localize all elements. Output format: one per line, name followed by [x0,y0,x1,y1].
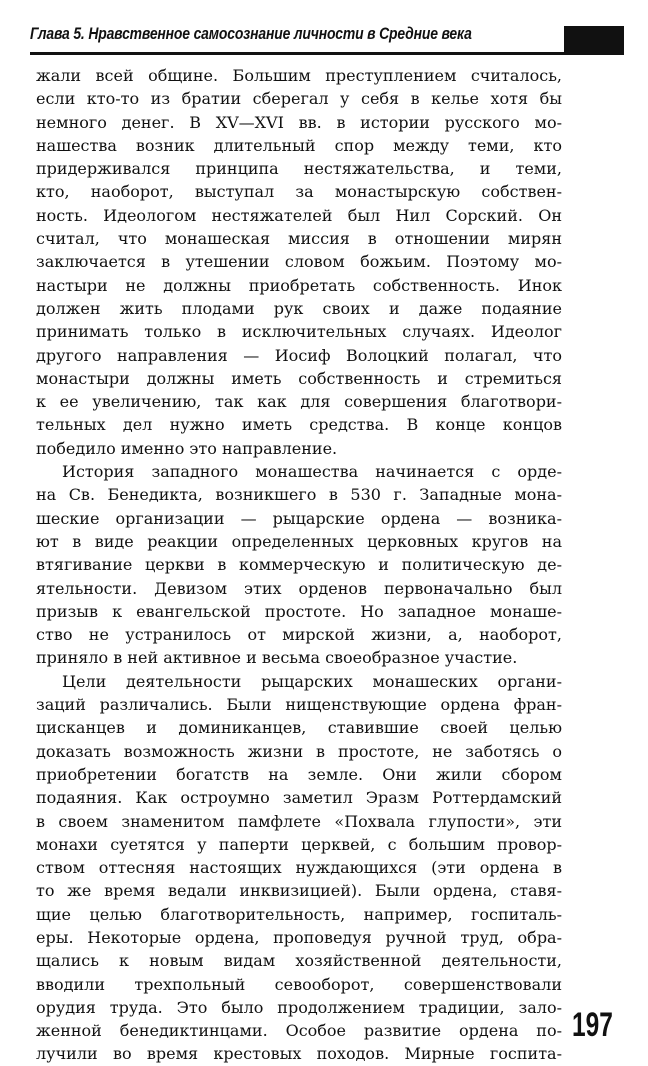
text-line: подаяния. Как остроумно заметил Эразм Роттердамский [36,788,562,808]
text-line: История западного монашества начинается с орде- [62,462,562,482]
text-line: тельных дел нужно иметь средства. В конце концов [36,415,562,435]
text-line: ство не устранилось от мирской жизни, а, наоборот, [36,625,562,645]
text-line: принимать только в исключительных случаях. Идеолог [36,322,562,342]
text-line: доказать возможность жизни в простоте, не заботясь о [36,741,562,761]
text-line: заций различались. Были нищенствующие ордена фран- [36,695,562,715]
text-line: приняло в ней активное и весьма своеобразное участие. [36,648,518,668]
page-number: 197 [572,1006,613,1044]
text-line: ством оттесняя настоящих нуждающихся (эти ордена в [36,858,562,878]
text-line: ятельности. Девизом этих орденов первоначально был [36,578,562,598]
text-line: монастыри должны иметь собственность и стремиться [36,368,562,388]
text-line: еры. Некоторые ордена, проповедуя ручной труд, обра- [36,927,562,947]
text-line: приобретении богатств на земле. Они жили сбором [36,764,562,784]
text-line: к ее увеличению, так как для совершения благотвори- [36,392,562,412]
text-line: лучили во время крестовых походов. Мирные госпита- [36,1044,562,1064]
text-line: вводили трехпольный севооборот, совершенствовали [36,974,562,994]
text-line: ность. Идеологом нестяжателей был Нил Сорский. Он [36,205,562,225]
text-line: должен жить плодами рук своих и даже подаяние [36,298,562,318]
text-line: призыв к евангельской простоте. Но западное монаше- [36,601,562,621]
text-line: кто, наоборот, выступал за монастырскую собствен- [36,182,562,202]
text-line: втягивание церкви в коммерческую и политическую де- [36,555,562,575]
text-line: считал, что монашеская миссия в отношении мирян [36,229,562,249]
text-line: жали всей общине. Большим преступлением считалось, [36,66,562,85]
running-head-bar [564,26,624,52]
text-line: ют в виде реакции определенных церковных кругов на [36,531,562,551]
text-line: то же время ведали инквизицией). Были ордена, ставя- [36,881,562,901]
running-head-title: Глава 5. Нравственное самосознание личности в Средние века [30,24,472,43]
text-line: щие целью благотворительность, например, госпиталь- [36,904,562,924]
text-line: придерживался принципа нестяжательства, и теми, [36,159,562,179]
text-line: настыри не должны приобретать собственность. Инок [36,275,562,295]
text-line: победило именно это направление. [36,438,338,458]
text-line: орудия труда. Это было продолжением традиции, зало- [36,997,562,1017]
text-line: если кто-то из братии сберегал у себя в келье хотя бы [36,89,562,109]
text-line: нашества возник длительный спор между теми, кто [36,135,562,155]
text-line: немного денег. В XV—XVI вв. в истории русского мо- [36,112,562,132]
paragraph [36,460,562,670]
text-line: заключается в утешении словом божьим. Поэтому мо- [36,252,562,272]
text-line: щались к новым видам хозяйственной деятельности, [36,951,562,971]
text-line: женной бенедиктинцами. Особое развитие ордена по- [36,1021,562,1041]
text-line: шеские организации — рыцарские ордена — возника- [36,508,562,528]
text-line: другого направления — Иосиф Волоцкий полагал, что [36,345,562,365]
text-line: Цели деятельности рыцарских монашеских органи- [62,671,562,691]
text-line: цисканцев и доминиканцев, ставившие своей целью [36,718,562,738]
paragraph [36,64,562,460]
running-head [30,22,624,55]
body-text [36,64,562,1066]
text-line: в своем знаменитом памфлете «Похвала глупости», эти [36,811,562,831]
text-line: на Св. Бенедикта, возникшего в 530 г. Западные мона- [36,485,562,505]
text-line: монахи суетятся у паперти церквей, с большим провор- [36,834,562,854]
paragraph [36,670,562,1066]
